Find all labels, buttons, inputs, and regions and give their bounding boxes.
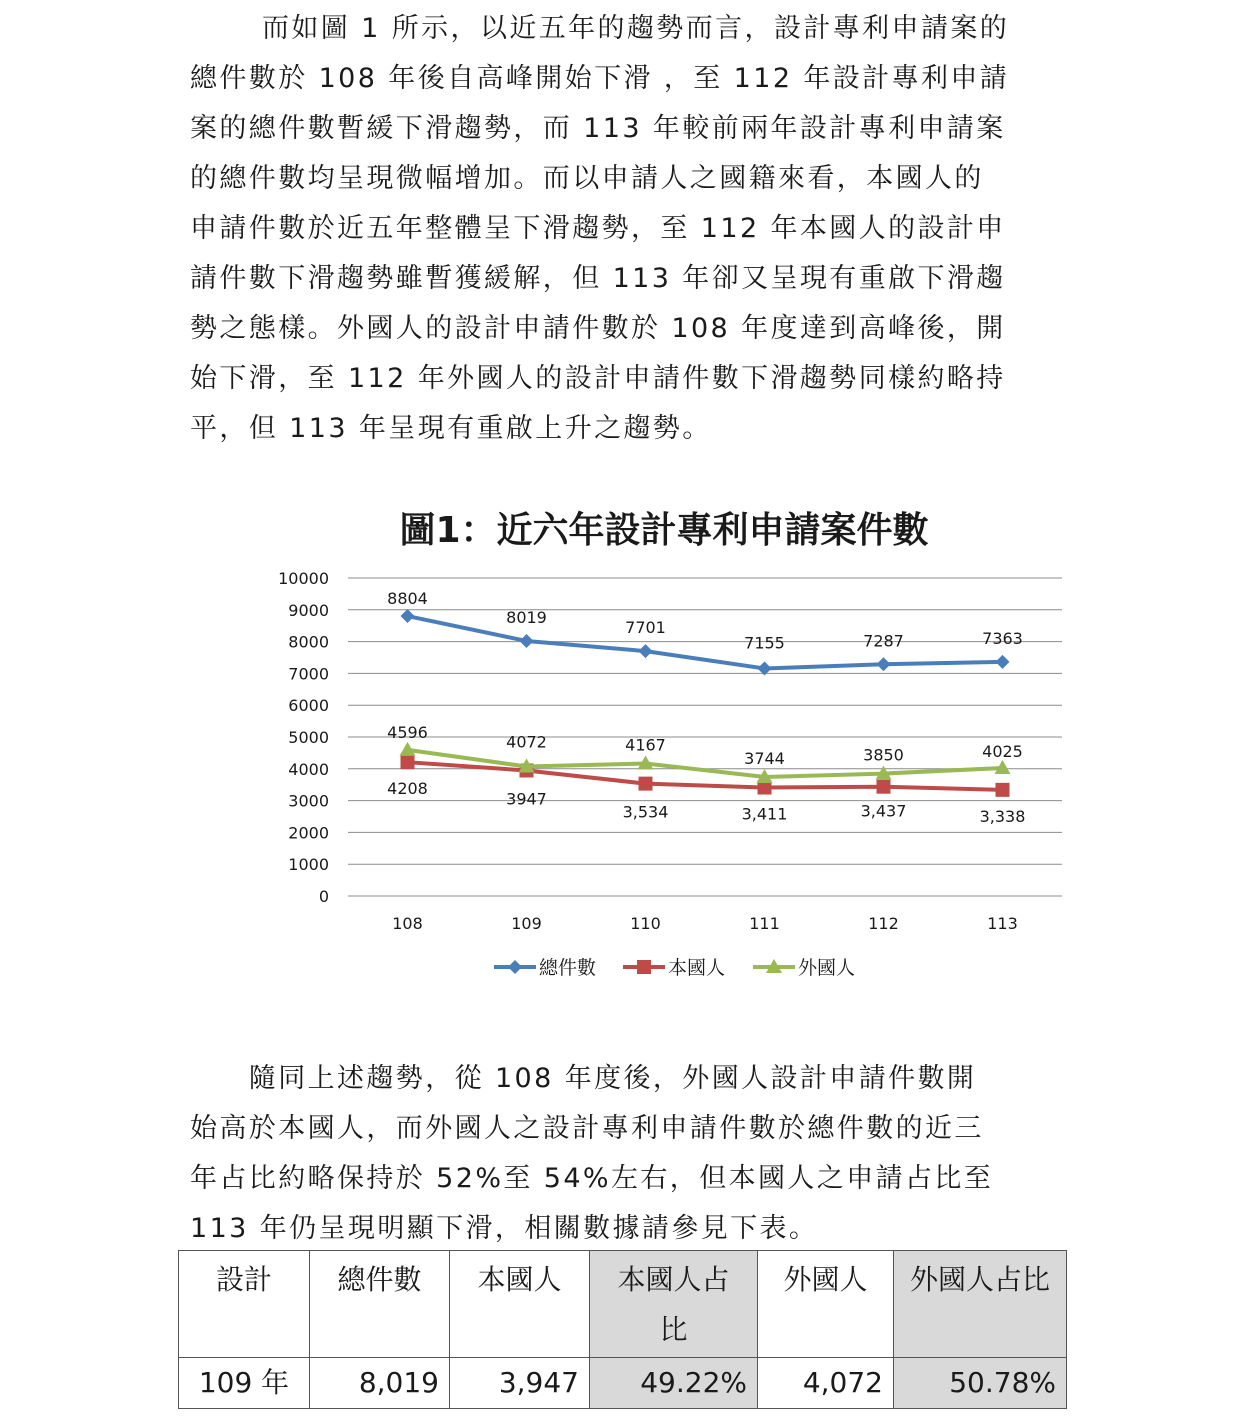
x-tick-label: 108 bbox=[392, 914, 423, 933]
x-tick-label: 111 bbox=[749, 914, 780, 933]
data-label: 7363 bbox=[982, 628, 1023, 648]
paragraph-line: 而如圖 1 所示，以近五年的趨勢而言，設計專利申請案的 bbox=[262, 13, 1010, 44]
table-header-cell: 本國人 bbox=[450, 1251, 590, 1358]
table-header-cell: 外國人占比 bbox=[894, 1251, 1067, 1358]
data-label: 8804 bbox=[387, 589, 428, 609]
paragraph-line: 始下滑，至 112 年外國人的設計申請件數下滑趨勢同樣約略持 bbox=[190, 363, 1006, 394]
data-point bbox=[639, 777, 653, 791]
paragraph-line: 總件數於 108 年後自高峰開始下滑 ，至 112 年設計專利申請 bbox=[190, 63, 1010, 94]
data-label: 3850 bbox=[863, 745, 904, 765]
y-tick-label: 8000 bbox=[288, 632, 329, 652]
paragraph-line: 申請件數於近五年整體呈下滑趨勢，至 112 年本國人的設計申 bbox=[190, 213, 1006, 244]
table-cell: 4,072 bbox=[758, 1358, 894, 1409]
chart-title: 圖1：近六年設計專利申請案件數 bbox=[399, 510, 929, 551]
data-point bbox=[401, 755, 415, 769]
series-line bbox=[408, 750, 1003, 777]
data-point bbox=[996, 655, 1010, 669]
table-cell: 8,019 bbox=[310, 1358, 450, 1409]
data-label: 3,534 bbox=[622, 802, 669, 822]
x-tick-label: 113 bbox=[987, 914, 1018, 933]
data-point bbox=[877, 657, 891, 671]
legend-label: 總件數 bbox=[539, 957, 597, 979]
data-label: 3,437 bbox=[860, 801, 907, 821]
x-tick-label: 112 bbox=[868, 914, 899, 933]
table-header-cell: 本國人占比 bbox=[590, 1251, 758, 1358]
legend-item bbox=[494, 957, 596, 979]
data-label: 4025 bbox=[982, 742, 1023, 762]
paragraph-line: 的總件數均呈現微幅增加。而以申請人之國籍來看，本國人的 bbox=[190, 163, 984, 194]
data-point bbox=[877, 780, 891, 794]
legend-label: 外國人 bbox=[798, 957, 856, 979]
data-point bbox=[401, 609, 415, 623]
data-label: 4208 bbox=[387, 779, 428, 799]
paragraph-line: 年占比約略保持於 52%至 54%左右，但本國人之申請占比至 bbox=[190, 1163, 994, 1194]
data-label: 3,411 bbox=[741, 804, 788, 824]
series-外國人 bbox=[387, 723, 1023, 783]
table-cell: 49.22% bbox=[590, 1358, 758, 1409]
data-label: 8019 bbox=[506, 607, 547, 627]
paragraph-line: 請件數下滑趨勢雖暫獲緩解，但 113 年卻又呈現有重啟下滑趨 bbox=[190, 263, 1006, 294]
x-tick-label: 109 bbox=[511, 914, 542, 933]
data-label: 7287 bbox=[863, 631, 904, 651]
table-header-row bbox=[179, 1251, 1067, 1358]
table-cell: 109 年 bbox=[179, 1358, 310, 1409]
y-tick-label: 4000 bbox=[288, 759, 329, 779]
series-本國人 bbox=[387, 755, 1025, 826]
paragraph-line: 平，但 113 年呈現有重啟上升之趨勢。 bbox=[190, 413, 712, 444]
data-label: 3,338 bbox=[979, 806, 1026, 826]
y-tick-label: 6000 bbox=[288, 696, 329, 716]
series-line bbox=[408, 616, 1003, 668]
y-tick-label: 10000 bbox=[278, 569, 329, 588]
table-cell: 50.78% bbox=[894, 1358, 1067, 1409]
data-label: 4072 bbox=[506, 732, 547, 752]
legend-marker bbox=[508, 960, 522, 974]
y-tick-label: 5000 bbox=[288, 728, 329, 747]
paragraph-line: 隨同上述趨勢，從 108 年度後，外國人設計申請件數開 bbox=[190, 1063, 977, 1094]
data-point bbox=[520, 634, 534, 648]
data-table bbox=[178, 1250, 1067, 1409]
y-tick-label: 2000 bbox=[288, 823, 329, 843]
paragraph-2 bbox=[190, 1054, 1052, 1254]
x-tick-label: 110 bbox=[630, 914, 661, 933]
y-tick-label: 1000 bbox=[288, 855, 329, 875]
legend-item bbox=[623, 957, 725, 979]
paragraph-line: 案的總件數暫緩下滑趨勢，而 113 年較前兩年設計專利申請案 bbox=[190, 113, 1006, 144]
table-header-cell: 外國人 bbox=[758, 1251, 894, 1358]
paragraph-line: 113 年仍呈現明顯下滑，相關數據請參見下表。 bbox=[190, 1213, 819, 1244]
table-header-cell: 設計 bbox=[179, 1251, 310, 1358]
y-tick-label: 7000 bbox=[288, 664, 329, 684]
legend-label: 本國人 bbox=[668, 957, 726, 979]
series-line bbox=[408, 762, 1003, 790]
table-cell: 3,947 bbox=[450, 1358, 590, 1409]
data-label: 7155 bbox=[744, 633, 785, 653]
data-point bbox=[996, 783, 1010, 797]
y-tick-label: 3000 bbox=[288, 791, 329, 811]
data-point bbox=[639, 644, 653, 658]
data-label: 4167 bbox=[625, 735, 666, 755]
paragraph-line: 始高於本國人，而外國人之設計專利申請件數於總件數的近三 bbox=[190, 1113, 984, 1144]
paragraph-1 bbox=[190, 4, 1052, 454]
series-總件數 bbox=[387, 589, 1023, 675]
data-label: 7701 bbox=[625, 618, 666, 638]
data-label: 3744 bbox=[744, 748, 785, 768]
legend-item bbox=[753, 957, 855, 979]
table-header-cell: 總件數 bbox=[310, 1251, 450, 1358]
paragraph-line: 勢之態樣。外國人的設計申請件數於 108 年度達到高峰後，開 bbox=[190, 313, 1006, 344]
data-label: 3947 bbox=[506, 789, 547, 809]
y-tick-label: 0 bbox=[318, 887, 329, 906]
y-tick-label: 9000 bbox=[288, 600, 329, 620]
table-row bbox=[179, 1358, 1067, 1409]
line-chart bbox=[260, 490, 1080, 1000]
data-label: 4596 bbox=[387, 722, 428, 742]
legend-marker bbox=[637, 960, 651, 974]
